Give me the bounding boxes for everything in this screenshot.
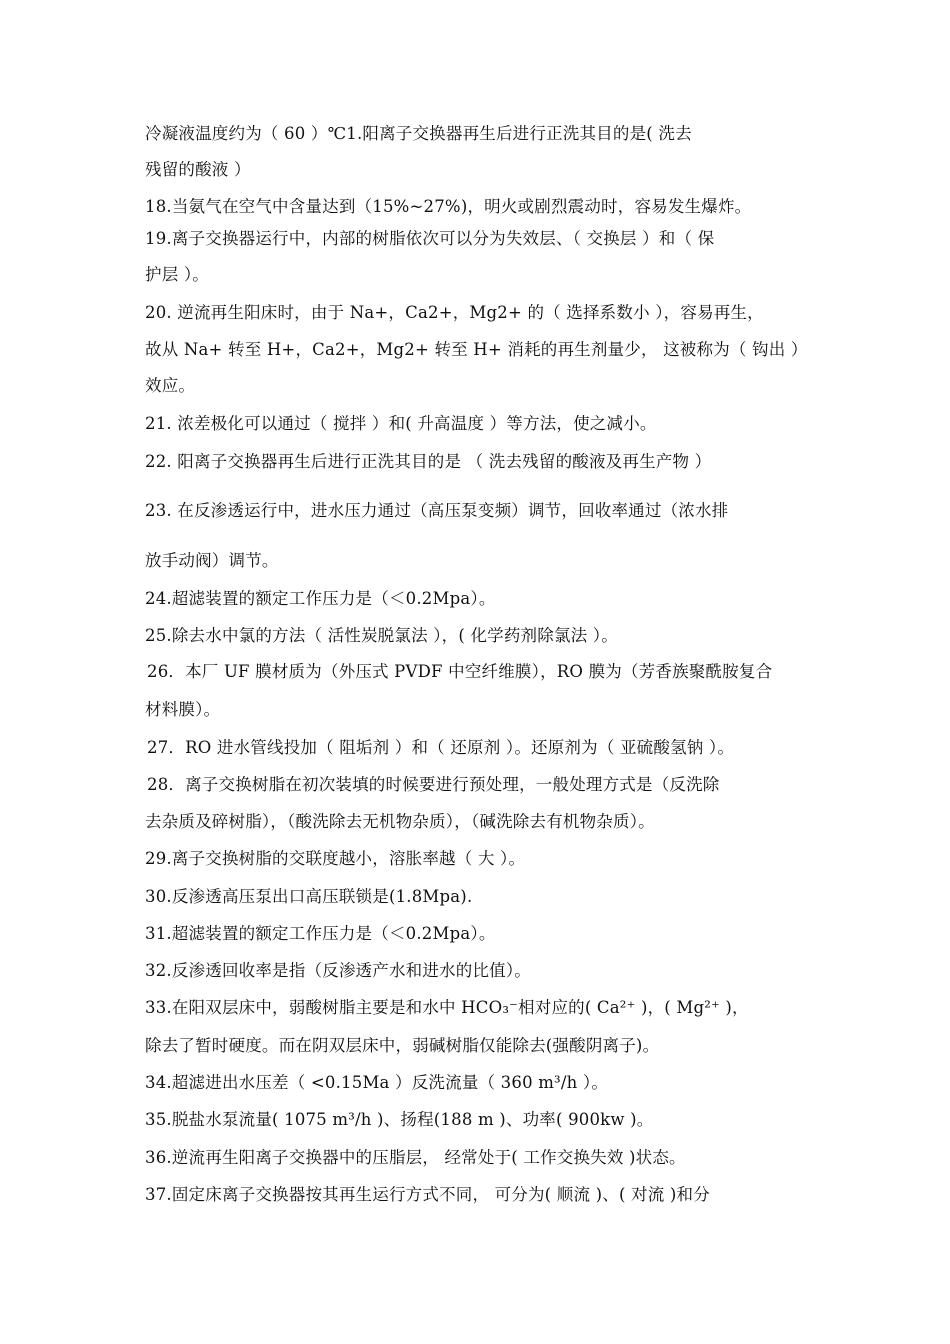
text-line: 23. 在反渗透运行中，进水压力通过（高压泵变频）调节，回收率通过（浓水排 xyxy=(145,501,729,520)
text-line: 31.超滤装置的额定工作压力是（＜0.2Mpa）。 xyxy=(145,924,496,943)
text-line: 28．离子交换树脂在初次装填的时候要进行预处理，一般处理方式是（反洗除 xyxy=(147,775,720,794)
text-line: 22. 阳离子交换器再生后进行正洗其目的是 （ 洗去残留的酸液及再生产物 ） xyxy=(145,452,712,471)
text-line: 34.超滤进出水压差（ <0.15Ma ）反洗流量（ 360 m³/h ）。 xyxy=(145,1073,609,1092)
text-line: 故从 Na+ 转至 H+，Ca2+，Mg2+ 转至 H+ 消耗的再生剂量少， 这被称为（ 钩出 ） xyxy=(145,340,808,359)
text-line: 27．RO 进水管线投加（ 阻垢剂 ）和（ 还原剂 ）。还原剂为（ 亚硫酸氢钠 ）。 xyxy=(147,738,735,757)
text-line: 24.超滤装置的额定工作压力是（＜0.2Mpa）。 xyxy=(145,589,496,608)
text-line: 20. 逆流再生阳床时，由于 Na+，Ca2+，Mg2+ 的（ 选择系数小 ），容易再生， xyxy=(145,303,764,322)
text-line: 除去了暂时硬度。而在阴双层床中，弱碱树脂仅能除去(强酸阴离子)。 xyxy=(145,1036,660,1055)
text-line: 19.离子交换器运行中，内部的树脂依次可以分为失效层、（ 交换层 ）和（ 保 xyxy=(145,229,715,248)
text-line: 材料膜）。 xyxy=(145,700,221,719)
text-line: 21. 浓差极化可以通过（ 搅拌 ）和( 升高温度 ）等方法，使之减小。 xyxy=(145,414,657,433)
text-line: 26．本厂 UF 膜材质为（外压式 PVDF 中空纤维膜），RO 膜为（芳香族聚酰胺复合 xyxy=(147,662,773,681)
text-line: 33.在阳双层床中，弱酸树脂主要是和水中 HCO₃⁻相对应的( Ca²⁺ )，( Mg²⁺ )， xyxy=(145,998,749,1017)
text-line: 冷凝液温度约为（ 60 ）℃1.阳离子交换器再生后进行正洗其目的是( 洗去 xyxy=(145,124,692,143)
text-line: 护层 ）。 xyxy=(145,265,209,284)
text-line: 30.反渗透高压泵出口高压联锁是(1.8Mpa). xyxy=(145,887,473,906)
text-line: 效应。 xyxy=(145,376,196,395)
text-line: 放手动阀）调节。 xyxy=(145,551,279,570)
text-line: 25.除去水中氯的方法（ 活性炭脱氯法 ），( 化学药剂除氯法 ）。 xyxy=(145,626,618,645)
text-line: 18.当氨气在空气中含量达到（15%~27%)，明火或剧烈震动时，容易发生爆炸。 xyxy=(145,197,752,216)
text-line: 去杂质及碎树脂），（酸洗除去无机物杂质），（碱洗除去有机物杂质）。 xyxy=(145,812,655,831)
text-line: 35.脱盐水泵流量( 1075 m³/h )、扬程(188 m )、功率( 900kw )。 xyxy=(145,1110,654,1129)
text-line: 32.反渗透回收率是指（反渗透产水和进水的比值）。 xyxy=(145,961,531,980)
text-line: 36.逆流再生阳离子交换器中的压脂层， 经常处于( 工作交换失效 )状态。 xyxy=(145,1148,686,1167)
text-line: 残留的酸液 ） xyxy=(145,160,251,179)
text-line: 29.离子交换树脂的交联度越小，溶胀率越（ 大 ）。 xyxy=(145,849,526,868)
text-line: 37.固定床离子交换器按其再生运行方式不同， 可分为( 顺流 )、( 对流 )和分 xyxy=(145,1185,710,1204)
